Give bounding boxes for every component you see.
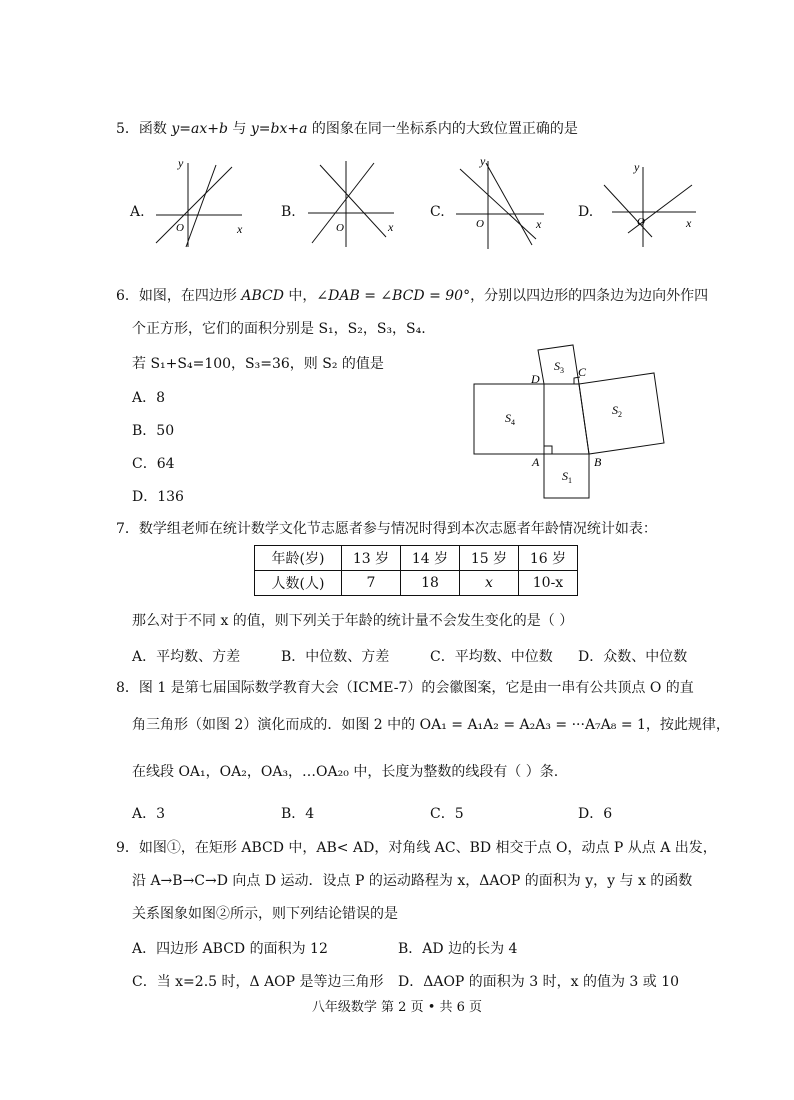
q8-option-d: D．6 [578,806,613,822]
q5-graph-d [600,155,700,250]
axis-y-label: y [178,156,184,170]
q6-angles: ∠DAB = ∠BCD = 90° [316,288,471,304]
q7-option-c: C．平均数、中位数 [430,649,553,665]
table-cell: 7 [342,571,401,596]
page-footer: 八年级数学 第 2 页 • 共 6 页 [311,1000,483,1015]
q6-quad-name: ABCD [241,288,284,304]
right-angle-a [544,446,552,454]
q9-line-1: 9．如图①，在矩形 ABCD 中，AB< AD，对角线 AC、BD 相交于点 O，动点 P 从点 A 出发， [116,840,717,856]
axis-x-label: x [237,222,243,236]
quadrilateral-abcd [544,384,589,454]
q6-line-3: 若 S₁+S₄=100，S₃=36，则 S₂ 的值是 [132,356,384,372]
q9-line-2: 沿 A→B→C→D 向点 D 运动．设点 P 的运动路程为 x，ΔAOP 的面积为 y，y 与 x 的函数 [132,873,693,889]
table-cell: 14 岁 [401,546,460,571]
line-1 [156,167,232,243]
axis-y-label: y [634,160,640,174]
q7-stem: 7．数学组老师在统计数学文化节志愿者参与情况时得到本次志愿者年龄情况统计如表： [116,521,657,537]
q5-option-a-label: A. [130,204,145,220]
line-2 [320,165,386,237]
q7-option-a: A．平均数、方差 [132,649,241,665]
axis-x-label: x [686,216,692,230]
vertex-a-label: A [532,455,540,469]
s1-label [562,469,572,485]
q8-option-b: B．4 [281,806,315,822]
s2-subscript: 2 [618,410,622,419]
q6-squares-figure [470,342,675,502]
q6-option-a: A．8 [132,390,166,406]
axis-x-label: x [536,217,542,231]
q8-option-a: A．3 [132,806,166,822]
s4-subscript: 4 [511,418,515,427]
q9-line-3: 关系图象如图②所示，则下列结论错误的是 [132,906,398,922]
s4-label [505,411,515,427]
s1-subscript: 1 [568,476,572,485]
table-cell: 10-x [519,571,578,596]
table-row [255,546,578,571]
line-2 [186,165,216,247]
q9-option-c: C．当 x=2.5 时，Δ AOP 是等边三角形 [132,974,384,990]
s3-label [554,359,564,375]
table-cell: 人数(人) [255,571,342,596]
q6-line-1-pre: 6．如图，在四边形 [116,288,242,304]
q8-line-3: 在线段 OA₁，OA₂，OA₃，…OA₂₀ 中，长度为整数的线段有（ ）条. [132,764,559,780]
line-1 [604,185,652,237]
q5-stem-mid: 与 [227,121,251,137]
vertex-b-label: B [594,455,602,469]
origin-label: O [476,218,484,230]
q5-option-d-label: D. [578,204,594,220]
q6-option-c: C．64 [132,456,175,472]
q6-line-2: 个正方形，它们的面积分别是 S₁，S₂，S₃，S₄. [132,321,426,337]
q7-option-b: B．中位数、方差 [281,649,390,665]
q5-option-b-label: B. [281,204,296,220]
q8-line-1: 8．图 1 是第七届国际数学教育大会（ICME-7）的会徽图案，它是由一串有公共顶点 O 的直 [116,680,694,696]
q7-option-d: D．众数、中位数 [578,649,688,665]
q6-line-1-post: ，分别以四边形的四条边为边向外作四 [470,288,709,304]
axis-y-label: y [480,155,486,168]
origin-label: O [637,216,645,228]
line-1 [460,169,536,239]
q5-stem-pre: 5．函数 [116,121,172,137]
q5-option-c-label: C. [430,204,445,220]
table-row [255,571,578,596]
s4-letter: S [505,411,511,425]
q8-option-c: C．5 [430,806,464,822]
q9-option-d: D．ΔAOP 的面积为 3 时，x 的值为 3 或 10 [398,974,680,990]
table-cell: 16 岁 [519,546,578,571]
vertex-c-label: C [578,365,587,379]
vertex-d-label: D [531,372,540,386]
q6-line-1-mid: 中， [283,288,317,304]
q5-graph-c [452,155,552,250]
origin-label: O [336,222,344,234]
s2-letter: S [612,403,618,417]
q6-option-d: D．136 [132,489,184,505]
q5-graph-a [150,155,250,250]
q5-graph-b [302,155,402,250]
table-cell: 年龄(岁) [255,546,342,571]
q5-function-1: y=ax+b [171,121,228,137]
s3-subscript: 3 [560,366,564,375]
table-cell: 15 岁 [460,546,519,571]
s3-letter: S [554,359,560,373]
s1-letter: S [562,469,568,483]
q8-line-2: 角三角形（如图 2）演化而成的．如图 2 中的 OA₁ = A₁A₂ = A₂A₃ = ···A₇A₈ = 1，按此规律， [132,717,730,733]
q5-stem-post: 的图象在同一坐标系内的大致位置正确的是 [307,121,578,137]
table-cell: x [460,571,519,596]
q9-option-a: A．四边形 ABCD 的面积为 12 [132,941,328,957]
q5-function-2: y=bx+a [250,121,308,137]
q6-option-b: B．50 [132,423,175,439]
table-cell: 13 岁 [342,546,401,571]
axis-x-label: x [388,220,394,234]
q6-line-1 [116,287,708,305]
q9-option-b: B．AD 边的长为 4 [398,941,518,957]
line-2 [486,163,532,245]
q7-question: 那么对于不同 x 的值，则下列关于年龄的统计量不会发生变化的是（ ） [132,613,574,629]
q7-age-table [254,545,578,596]
table-cell: 18 [401,571,460,596]
origin-label: O [176,222,184,234]
s2-label [612,403,622,419]
q5-stem [116,120,578,138]
